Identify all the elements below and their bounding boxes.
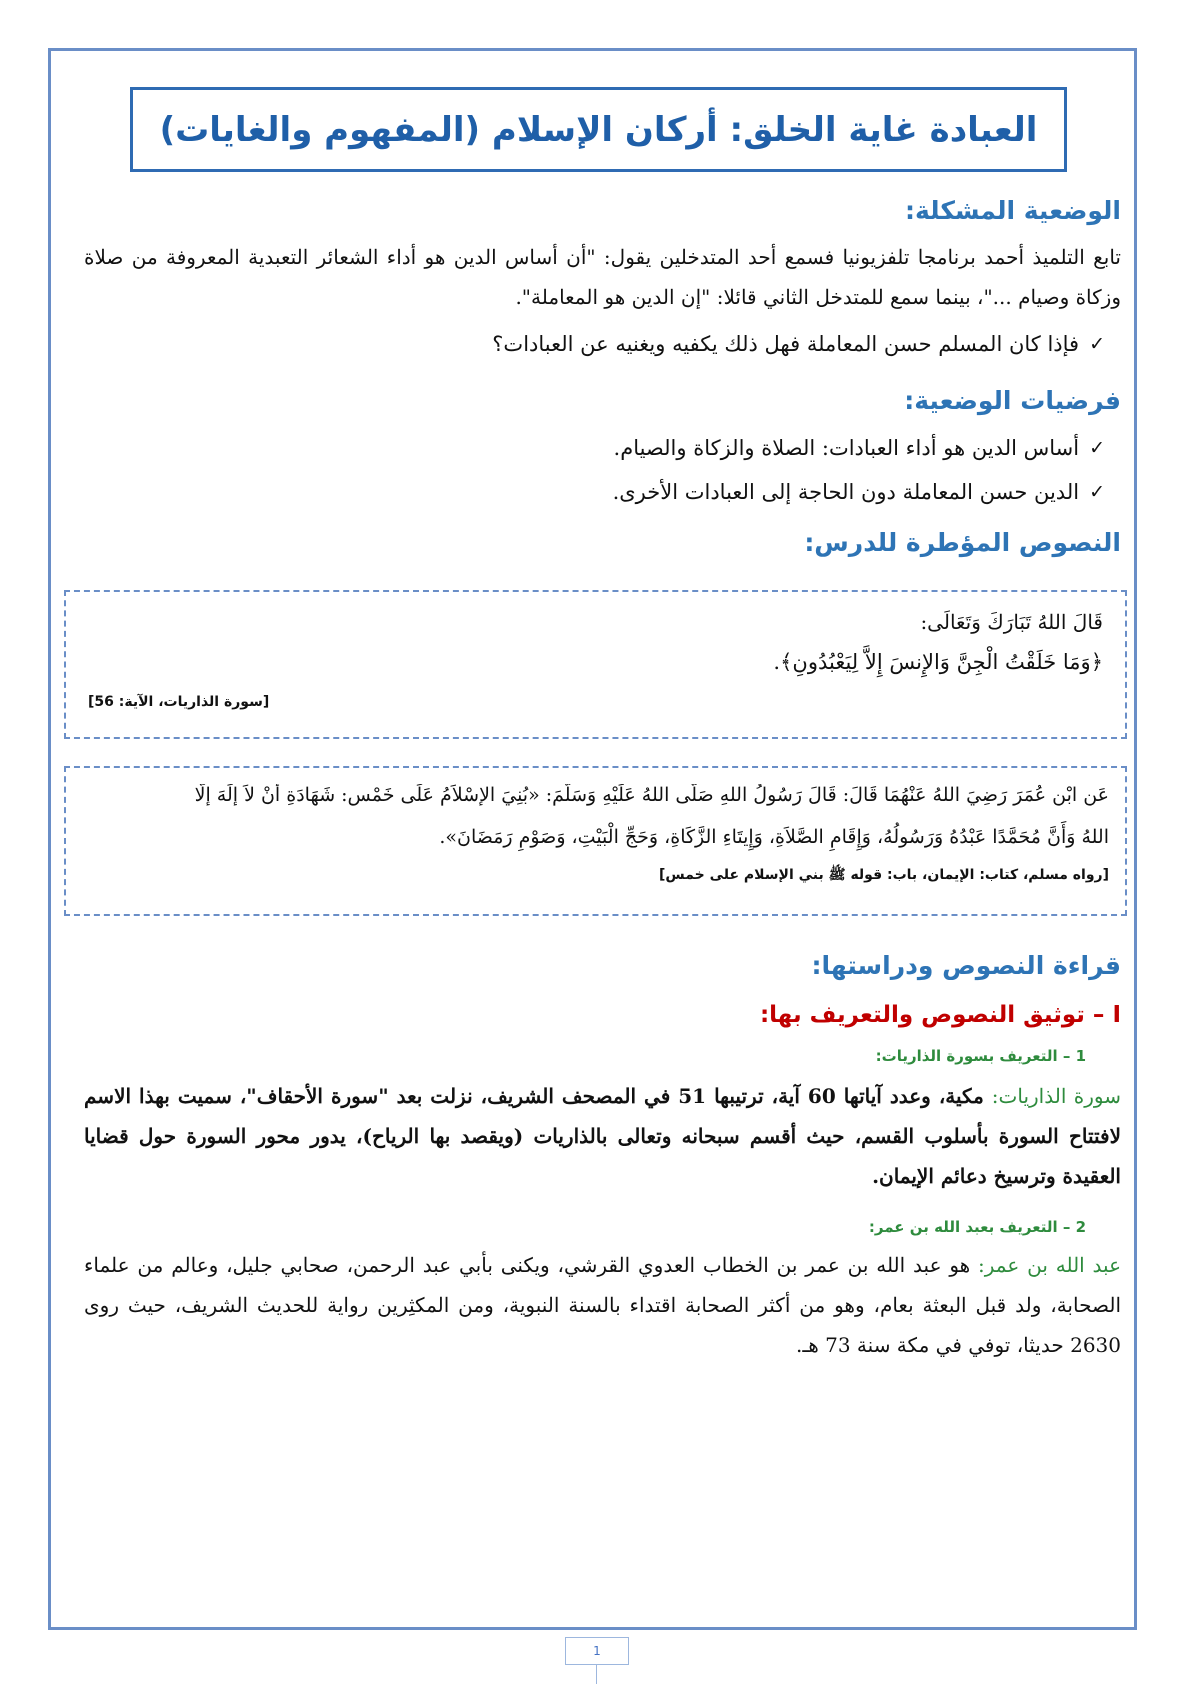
problem-heading: الوضعية المشكلة: xyxy=(904,196,1121,225)
sub-2-paragraph xyxy=(84,1245,1121,1365)
hadith-line-1: عَنِ ابْنِ عُمَرَ رَضِيَ اللهُ عَنْهُمَا قَالَ: قَالَ رَسُولُ اللهِ صَلَّى اللهُ عَلَيْهِ وَسَلَّمَ: «بُنِيَ الإِسْلاَمُ عَلَى خَمْسٍ: شَهَادَةِ أَنْ لاَ إِلَهَ إِلَّا xyxy=(194,784,1109,806)
problem-text: تابع التلميذ أحمد برنامجا تلفزيونيا فسمع أحد المتدخلين يقول: "أن أساس الدين هو أداء الشعائر التعبدية المعروفة من صلاة وزكاة وصيام ..."، بينما سمع للمتدخل الثاني قائلا: "إن الدين هو المعاملة". xyxy=(84,245,1121,309)
problem-question xyxy=(492,332,1105,356)
hypotheses-heading: فرضيات الوضعية: xyxy=(904,386,1121,415)
sub-1-paragraph xyxy=(84,1076,1121,1196)
question-text: فإذا كان المسلم حسن المعاملة فهل ذلك يكفيه ويغنيه عن العبادات؟ xyxy=(492,332,1080,356)
page-title: العبادة غاية الخلق: أركان الإسلام (المفهوم والغايات) xyxy=(159,109,1038,150)
hadith-box xyxy=(64,766,1127,916)
hadith-source: [رواه مسلم، كتاب: الإيمان، باب: قوله ﷺ بني الإسلام على خمس] xyxy=(659,867,1109,883)
section-1-heading: I – توثيق النصوص والتعريف بها: xyxy=(759,1002,1121,1028)
check-icon: ✓ xyxy=(1089,333,1105,355)
hypothesis-text: أساس الدين هو أداء العبادات: الصلاة والزكاة والصيام. xyxy=(613,436,1080,460)
sub-1-heading: 1 – التعريف بسورة الذاريات: xyxy=(875,1047,1086,1065)
title-box xyxy=(130,87,1067,172)
hypothesis-item xyxy=(613,480,1105,504)
texts-heading: النصوص المؤطرة للدرس: xyxy=(804,528,1121,557)
page-number: 1 xyxy=(565,1637,629,1665)
quran-source: [سورة الذاريات، الآية: 56] xyxy=(88,694,270,710)
reading-heading: قراءة النصوص ودراستها: xyxy=(811,951,1121,980)
hadith-line-2: اللهُ وَأَنَّ مُحَمَّدًا عَبْدُهُ وَرَسُولُهُ، وَإِقَامِ الصَّلاَةِ، وَإِيتَاءِ الزَّكَاةِ، وَحَجِّ الْبَيْتِ، وَصَوْمِ رَمَضَانَ». xyxy=(439,826,1109,848)
hypothesis-item xyxy=(614,436,1105,460)
sub-2-text: هو عبد الله بن عمر بن الخطاب العدوي القرشي، ويكنى بأبي عبد الرحمن، صحابي جليل، وعالم من علماء الصحابة، ولد قبل البعثة بعام، وهو من أكثر الصحابة اقتداء بالسنة النبوية، ومن المكثِرين رواية للحديث الشريف، حيث روى 2630 حديثا، توفي في مكة سنة 73 هـ. xyxy=(84,1253,1121,1357)
quran-box xyxy=(64,590,1127,739)
quran-verse: ﴿وَمَا خَلَقْتُ الْجِنَّ وَالإِنسَ إِلاَّ لِيَعْبُدُونِ﴾. xyxy=(773,650,1103,674)
check-icon: ✓ xyxy=(1089,481,1105,503)
hypothesis-text: الدين حسن المعاملة دون الحاجة إلى العبادات الأخرى. xyxy=(612,480,1080,504)
check-icon: ✓ xyxy=(1089,437,1105,459)
quran-intro: قَالَ اللهُ تَبَارَكَ وَتَعَالَى: xyxy=(920,610,1103,634)
sub-2-lead: عبد الله بن عمر: xyxy=(978,1253,1122,1277)
page-number-connector xyxy=(596,1665,597,1684)
sub-1-text: مكية، وعدد آياتها 60 آية، ترتيبها 51 في المصحف الشريف، نزلت بعد "سورة الأحقاف"، سميت بهذا الاسم لافتتاح السورة بأسلوب القسم، حيث أقسم سبحانه وتعالى بالذاريات (ويقصد بها الرياح)، يدور محور السورة حول قضايا العقيدة وترسيخ دعائم الإيمان. xyxy=(84,1084,1121,1188)
sub-2-heading: 2 – التعريف بعبد الله بن عمر: xyxy=(868,1218,1086,1236)
sub-1-lead: سورة الذاريات: xyxy=(991,1084,1121,1108)
